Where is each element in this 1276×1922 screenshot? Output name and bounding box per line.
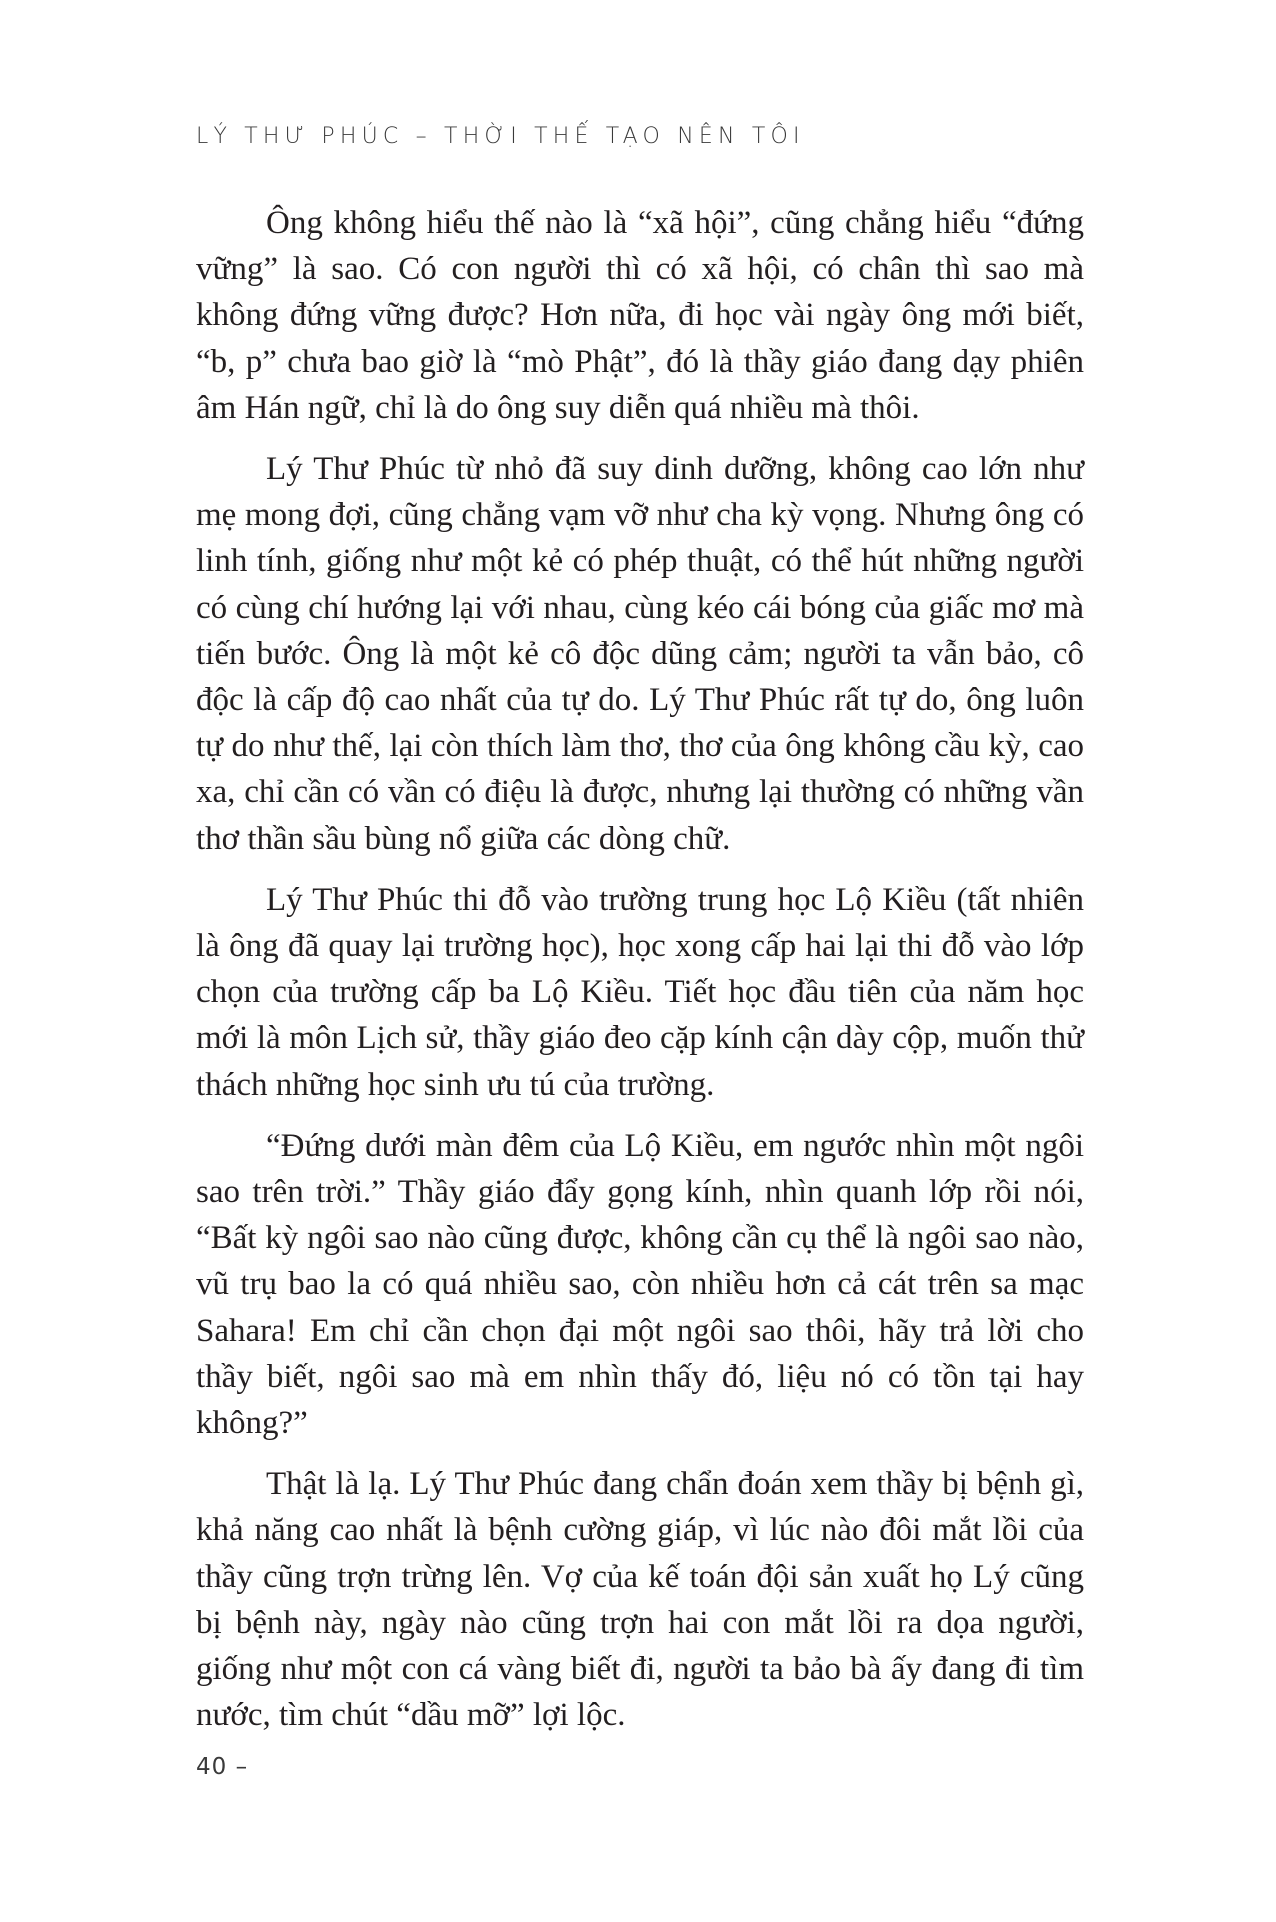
paragraph-2: Lý Thư Phúc từ nhỏ đã suy dinh dưỡng, không cao lớn như mẹ mong đợi, cũng chẳng vạm vỡ như cha kỳ vọng. Nhưng ông có linh tính, giống như một kẻ có phép thuật, có thể hút những người có cùng chí hướng lại với nhau, cùng kéo cái bóng của giấc mơ mà tiến bước. Ông là một kẻ cô độc dũng cảm; người ta vẫn bảo, cô độc là cấp độ cao nhất của tự do. Lý Thư Phúc rất tự do, ông luôn tự do như thế, lại còn thích làm thơ, thơ của ông không cầu kỳ, cao xa, chỉ cần có vần có điệu là được, nhưng lại thường có những vần thơ thần sầu bùng nổ giữa các dòng chữ.: [196, 451, 1084, 857]
paragraph-4: “Đứng dưới màn đêm của Lộ Kiều, em ngước nhìn một ngôi sao trên trời.” Thầy giáo đẩy gọng kính, nhìn quanh lớp rồi nói, “Bất kỳ ngôi sao nào cũng được, không cần cụ thể là ngôi sao nào, vũ trụ bao la có quá nhiều sao, còn nhiều hơn cả cát trên sa mạc Sahara! Em chỉ cần chọn đại một ngôi sao thôi, hãy trả lời cho thầy biết, ngôi sao mà em nhìn thấy đó, liệu nó có tồn tại hay không?”: [196, 1127, 1084, 1442]
paragraph-5: Thật là lạ. Lý Thư Phúc đang chẩn đoán xem thầy bị bệnh gì, khả năng cao nhất là bệnh cường giáp, vì lúc nào đôi mắt lồi của thầy cũng trợn trừng lên. Vợ của kế toán đội sản xuất họ Lý cũng bị bệnh này, ngày nào cũng trợn hai con mắt lồi ra dọa người, giống như một con cá vàng biết đi, người ta bảo bà ấy đang đi tìm nước, tìm chút “dầu mỡ” lợi lộc.: [196, 1466, 1084, 1734]
page-number: 40 –: [196, 1754, 249, 1780]
running-header: LÝ THƯ PHÚC – THỜI THẾ TẠO NÊN TÔI: [196, 124, 805, 149]
paragraph-1: Ông không hiểu thế nào là “xã hội”, cũng chẳng hiểu “đứng vững” là sao. Có con người thì có xã hội, có chân thì sao mà không đứng vững được? Hơn nữa, đi học vài ngày ông mới biết, “b, p” chưa bao giờ là “mò Phật”, đó là thầy giáo đang dạy phiên âm Hán ngữ, chỉ là do ông suy diễn quá nhiều mà thôi.: [196, 205, 1084, 426]
paragraph-3: Lý Thư Phúc thi đỗ vào trường trung học Lộ Kiều (tất nhiên là ông đã quay lại trường học), học xong cấp hai lại thi đỗ vào lớp chọn của trường cấp ba Lộ Kiều. Tiết học đầu tiên của năm học mới là môn Lịch sử, thầy giáo đeo cặp kính cận dày cộp, muốn thử thách những học sinh ưu tú của trường.: [196, 881, 1084, 1103]
body-text: [196, 200, 1084, 1754]
